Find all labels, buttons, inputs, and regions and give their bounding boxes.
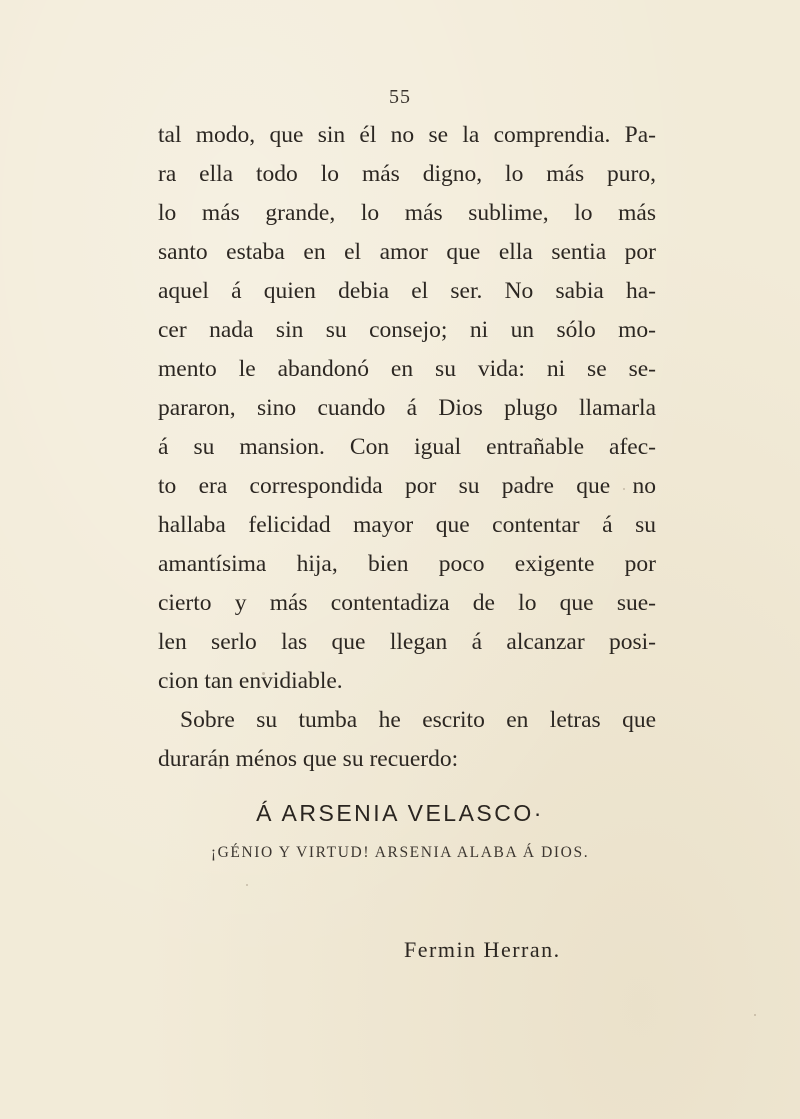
text-line: aquel á quien debia el ser. No sabia ha-: [158, 278, 656, 304]
body-text: [158, 116, 656, 779]
epitaph-title: Á ARSENIA VELASCO·: [256, 800, 544, 826]
text-line: tal modo, que sin él no se la comprendia. Pa-: [158, 122, 656, 148]
page-number: 55: [389, 86, 411, 108]
epitaph-subtitle: ¡GÉNIO Y VIRTUD! ARSENIA ALABA Á DIOS.: [210, 844, 590, 861]
text-line: durarán ménos que su recuerdo:: [158, 746, 459, 772]
text-line: cer nada sin su consejo; ni un sólo mo-: [158, 317, 656, 343]
text-line: santo estaba en el amor que ella sentia por: [158, 239, 656, 265]
text-line: cierto y más contentadiza de lo que sue-: [158, 590, 656, 616]
text-line: ra ella todo lo más digno, lo más puro,: [158, 161, 656, 187]
paper-speck: [262, 672, 265, 675]
text-line: á su mansion. Con igual entrañable afec-: [158, 434, 656, 460]
text-line: Sobre su tumba he escrito en letras que: [180, 707, 656, 733]
text-line: cion tan envidiable.: [158, 668, 343, 694]
text-line: amantísima hija, bien poco exigente por: [158, 551, 656, 577]
paper-speck: [219, 766, 222, 769]
text-line: len serlo las que llegan á alcanzar posi-: [158, 629, 656, 655]
text-line: lo más grande, lo más sublime, lo más: [158, 200, 656, 226]
text-line: hallaba felicidad mayor que contentar á su: [158, 512, 656, 538]
paper-speck: [623, 488, 625, 490]
text-line: pararon, sino cuando á Dios plugo llamarla: [158, 395, 656, 421]
text-line: mento le abandonó en su vida: ni se se-: [158, 356, 656, 382]
author-signature: Fermin Herran.: [404, 937, 561, 962]
paper-speck: [754, 1014, 756, 1016]
text-line: to era correspondida por su padre que no: [158, 473, 656, 499]
paper-speck: [246, 884, 248, 886]
